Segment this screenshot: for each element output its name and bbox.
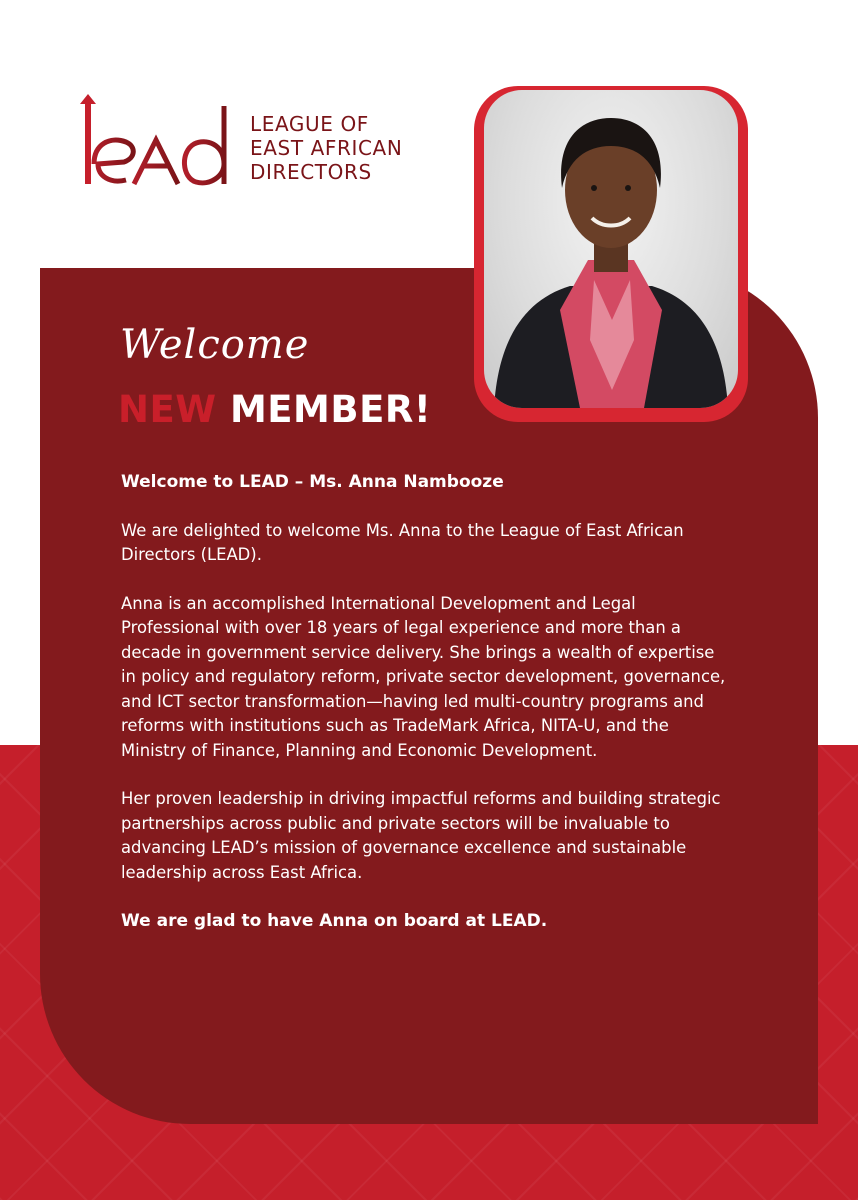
welcome-script-heading: Welcome	[120, 322, 310, 368]
logo-line-1: LEAGUE OF	[250, 112, 369, 136]
logo-line-2: EAST AFRICAN	[250, 136, 403, 160]
new-member-headline	[118, 388, 431, 431]
headline-new: NEW	[118, 388, 217, 431]
logo-line-3: DIRECTORS	[250, 160, 372, 184]
lead-logo-mark	[74, 92, 250, 192]
paragraph-1: We are delighted to welcome Ms. Anna to the League of East African Directors (LEAD).	[121, 520, 684, 564]
closing-line: We are glad to have Anna on board at LEAD.	[121, 911, 548, 931]
announcement-body	[121, 470, 731, 958]
paragraph-3: Her proven leadership in driving impactful reforms and building strategic partnerships across public and private sectors will be invaluable to advancing LEAD’s mission of governance excellence and sustainable leadership across East Africa.	[121, 789, 721, 882]
headline-member: MEMBER!	[229, 388, 432, 431]
announcement-title: Welcome to LEAD – Ms. Anna Nambooze	[121, 472, 504, 492]
member-portrait	[484, 90, 738, 408]
portrait-illustration	[484, 90, 738, 408]
logo-text	[250, 112, 402, 184]
paragraph-2: Anna is an accomplished International Development and Legal Professional with over 18 years of legal experience and more than a decade in government service delivery. She brings a wealth of expertise in policy and regulatory reform, private sector development, governance, and ICT sector transformation—having led multi-country programs and reforms with institutions such as TradeMark Africa, NITA-U, and the Ministry of Finance, Planning and Economic Development.	[121, 593, 726, 760]
lead-logo	[74, 92, 414, 192]
